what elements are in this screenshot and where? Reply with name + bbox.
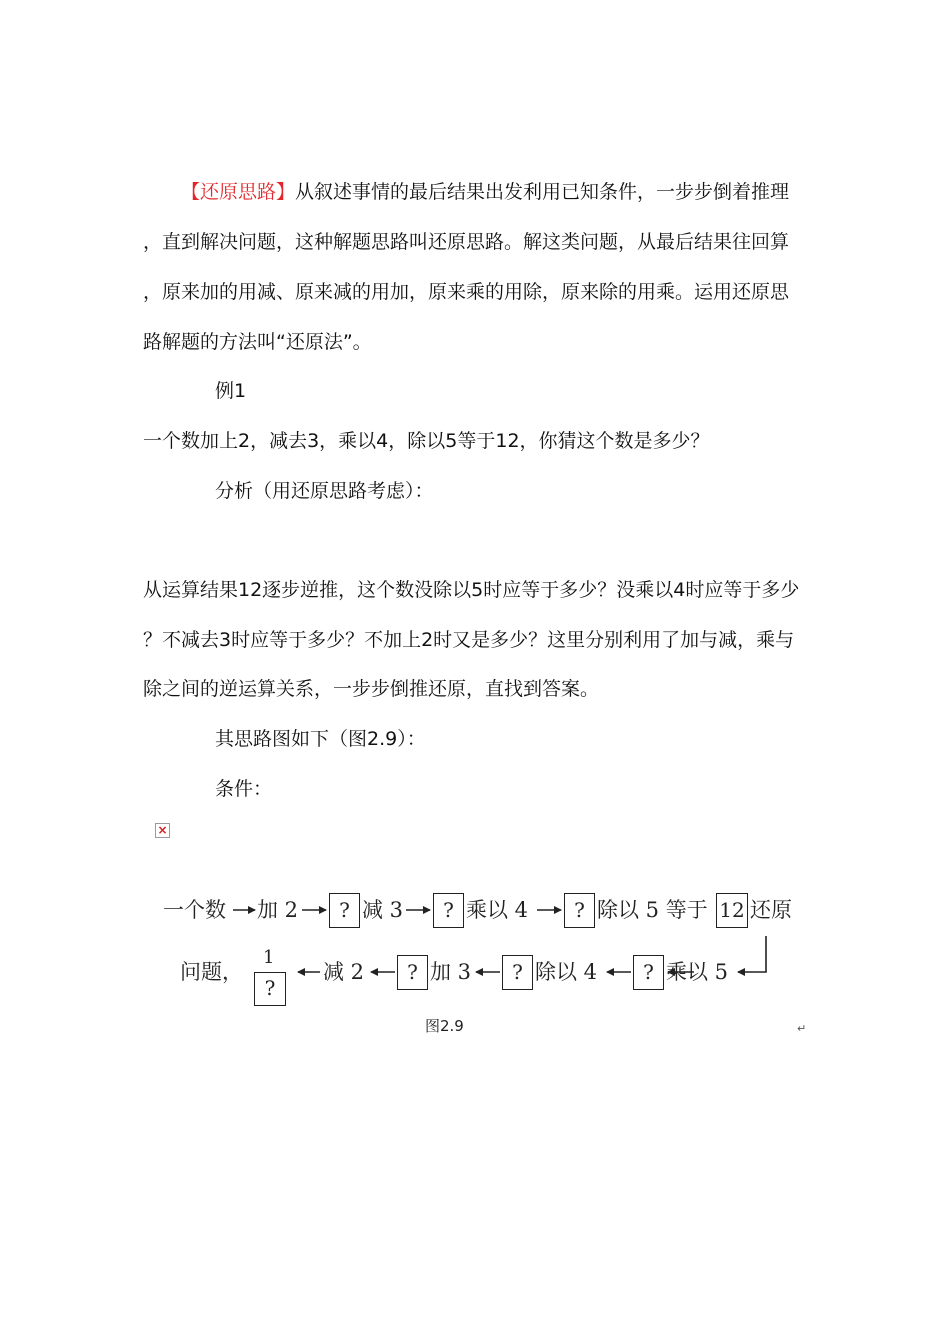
broken-image-icon: × [155,823,170,838]
fig-box-4: ? [397,955,428,990]
fig-box-6: ? [633,955,664,990]
fig-op-mul-5: 乘以 5 [666,960,729,984]
intro-line-3: ，原来加的用减、原来减的用加，原来乘的用除，原来除的用乘。运用还原思 [143,281,790,303]
fig-op-div-4: 除以 4 [535,960,598,984]
fig-op-div-5: 除以 5 等于 [597,898,708,922]
example-question: 一个数加上2，减去3，乘以4，除以5等于12，你猜这个数是多少？ [143,430,710,452]
fig-box-3: ? [564,893,595,928]
intro-line-2: ，直到解决问题，这种解题思路叫还原思路。解这类问题，从最后结果往回算 [143,231,790,253]
fig-box-result: 12 [716,893,748,928]
fig-op-sub-3: 减 3 [362,898,404,922]
fig-op-sub-2: 减 2 [323,960,365,984]
intro-text-1: 从叙述事情的最后结果出发利用已知条件，一步步倒着推理 [295,181,790,203]
analysis-line-1: 从运算结果12逐步逆推，这个数没除以5时应等于多少？没乘以4时应等于多少 [143,579,800,601]
fig-row2-lead: 问题， [180,960,243,984]
figure-caption: 图2.9 [425,1017,464,1035]
fig-op-add-3: 加 3 [430,960,472,984]
fig-tail: 还原 [750,898,792,922]
fig-box-1: ? [329,893,360,928]
intro-line-1 [181,180,789,204]
diagram-intro: 其思路图如下（图2.9）： [215,728,426,750]
analysis-line-2: ？不减去3时应等于多少？不加上2时又是多少？这里分别利用了加与减，乘与 [143,629,795,651]
fig-start: 一个数 [163,898,226,922]
fig-box-answer: ? [254,972,286,1006]
analysis-line-3: 除之间的逆运算关系，一步步倒推还原，直找到答案。 [143,678,600,700]
fig-answer-label: 1 [263,947,275,968]
fig-box-2: ? [433,893,464,928]
paragraph-mark: ↵ [797,1022,807,1035]
intro-heading: 【还原思路】 [181,181,296,203]
fig-box-5: ? [502,955,533,990]
intro-line-4: 路解题的方法叫“还原法”。 [143,331,372,353]
fig-op-add-2: 加 2 [257,898,299,922]
analysis-label: 分析（用还原思路考虑）： [215,480,434,502]
conditions-label: 条件： [215,778,273,800]
arrow-turn-down [738,936,766,972]
example-label: 例1 [215,380,247,402]
fig-op-mul-4: 乘以 4 [466,898,529,922]
